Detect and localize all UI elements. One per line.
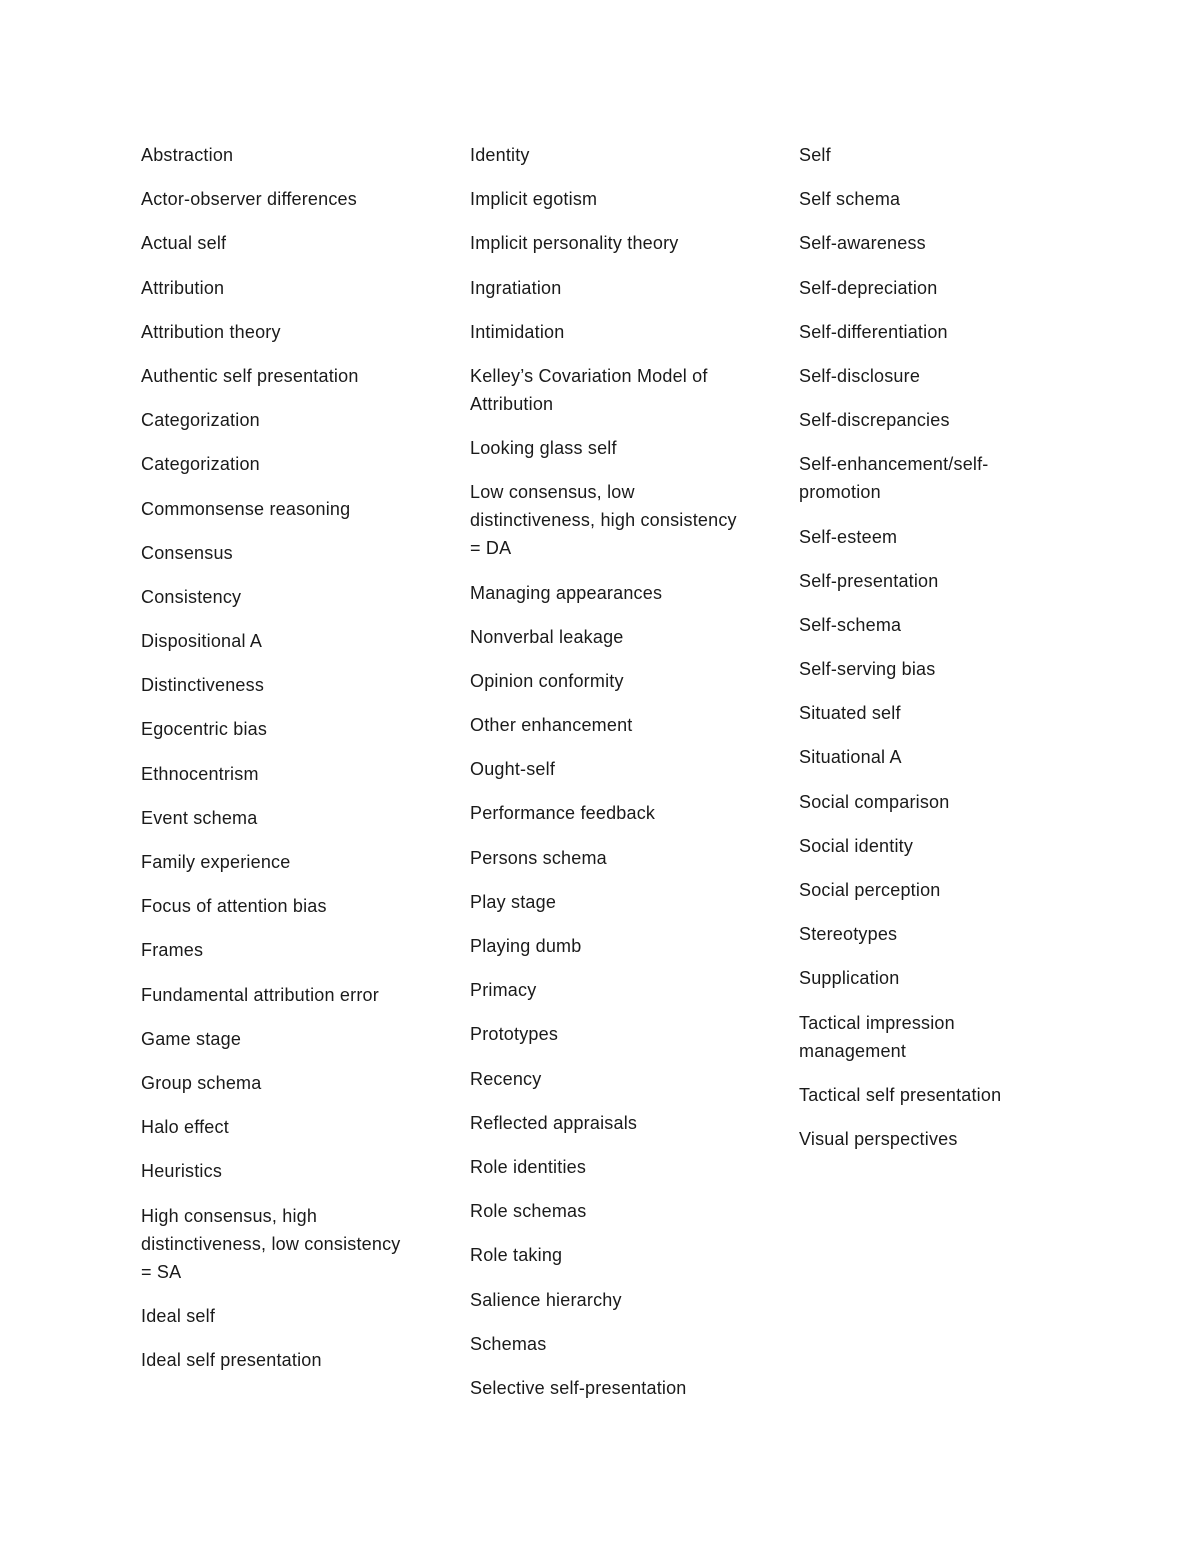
term-item: Low consensus, low distinctiveness, high consistency = DA — [470, 482, 737, 559]
term-item: Self-presentation — [799, 570, 939, 591]
term-item: Dispositional A — [141, 631, 263, 652]
term-item: Consensus — [141, 542, 233, 563]
term-item: Social identity — [799, 835, 914, 856]
term-item: Group schema — [141, 1072, 262, 1093]
term-item: Opinion conformity — [470, 670, 624, 691]
term-item: Self — [799, 145, 831, 165]
term-item: Self-differentiation — [799, 321, 948, 342]
term-item: Commonsense reasoning — [141, 498, 351, 519]
term-item: Supplication — [799, 968, 900, 989]
term-item: Role taking — [470, 1245, 563, 1266]
term-item: Reflected appraisals — [470, 1112, 638, 1133]
term-item: Other enhancement — [470, 715, 633, 736]
term-item: Implicit egotism — [470, 189, 598, 210]
term-item: Consistency — [141, 586, 242, 607]
term-item: High consensus, high distinctiveness, low consistency = SA — [141, 1205, 401, 1282]
term-item: Looking glass self — [470, 438, 617, 459]
term-column-1 — [141, 141, 401, 1390]
term-item: Categorization — [141, 410, 260, 431]
term-item: Self-schema — [799, 614, 902, 635]
term-item: Attribution theory — [141, 321, 281, 342]
term-item: Persons schema — [470, 847, 607, 868]
term-item: Frames — [141, 940, 204, 961]
term-item: Tactical impression management — [799, 1012, 955, 1061]
term-item: Implicit personality theory — [470, 233, 679, 254]
term-item: Nonverbal leakage — [470, 626, 624, 647]
term-column-2 — [470, 141, 738, 1418]
term-item: Performance feedback — [470, 803, 656, 824]
term-item: Kelley’s Covariation Model of Attribution — [470, 365, 708, 414]
term-item: Authentic self presentation — [141, 365, 359, 386]
term-item: Actual self — [141, 233, 227, 254]
term-item: Game stage — [141, 1028, 242, 1049]
term-item: Visual perspectives — [799, 1128, 958, 1149]
term-item: Stereotypes — [799, 924, 898, 945]
term-item: Self-discrepancies — [799, 410, 950, 431]
term-item: Family experience — [141, 852, 291, 872]
term-item: Fundamental attribution error — [141, 984, 379, 1005]
term-item: Playing dumb — [470, 936, 582, 956]
term-item: Focus of attention bias — [141, 896, 327, 917]
term-item: Halo effect — [141, 1117, 229, 1138]
term-item: Recency — [470, 1068, 542, 1089]
term-item: Managing appearances — [470, 582, 663, 603]
term-item: Tactical self presentation — [799, 1084, 1002, 1105]
term-item: Ethnocentrism — [141, 763, 259, 784]
term-item: Role schemas — [470, 1201, 587, 1222]
term-item: Situational A — [799, 747, 902, 768]
term-item: Egocentric bias — [141, 719, 268, 740]
term-item: Role identities — [470, 1156, 587, 1177]
term-item: Primacy — [470, 980, 537, 1001]
term-item: Actor-observer differences — [141, 189, 357, 210]
term-item: Abstraction — [141, 145, 234, 165]
term-item: Self-depreciation — [799, 277, 938, 298]
term-item: Social perception — [799, 880, 941, 900]
term-item: Salience hierarchy — [470, 1289, 622, 1310]
term-item: Play stage — [470, 891, 557, 912]
term-item: Event schema — [141, 807, 258, 828]
term-item: Intimidation — [470, 321, 565, 342]
term-column-3 — [799, 141, 1039, 1169]
term-item: Self schema — [799, 189, 901, 210]
term-item: Self-disclosure — [799, 365, 921, 386]
term-item: Self-esteem — [799, 526, 898, 547]
term-item: Distinctiveness — [141, 675, 265, 696]
term-item: Attribution — [141, 277, 225, 298]
term-item: Prototypes — [470, 1024, 559, 1045]
term-item: Self-serving bias — [799, 659, 936, 680]
term-item: Ought-self — [470, 759, 556, 780]
term-item: Schemas — [470, 1333, 547, 1354]
term-item: Situated self — [799, 703, 901, 724]
term-item: Heuristics — [141, 1161, 223, 1182]
term-item: Social comparison — [799, 791, 950, 812]
term-item: Selective self-presentation — [470, 1377, 687, 1398]
term-item: Self-enhancement/self-promotion — [799, 454, 989, 503]
term-item: Self-awareness — [799, 233, 926, 254]
term-item: Categorization — [141, 454, 260, 475]
term-item: Ideal self presentation — [141, 1349, 322, 1370]
term-item: Ideal self — [141, 1305, 216, 1326]
term-item: Identity — [470, 145, 530, 165]
term-item: Ingratiation — [470, 277, 562, 298]
